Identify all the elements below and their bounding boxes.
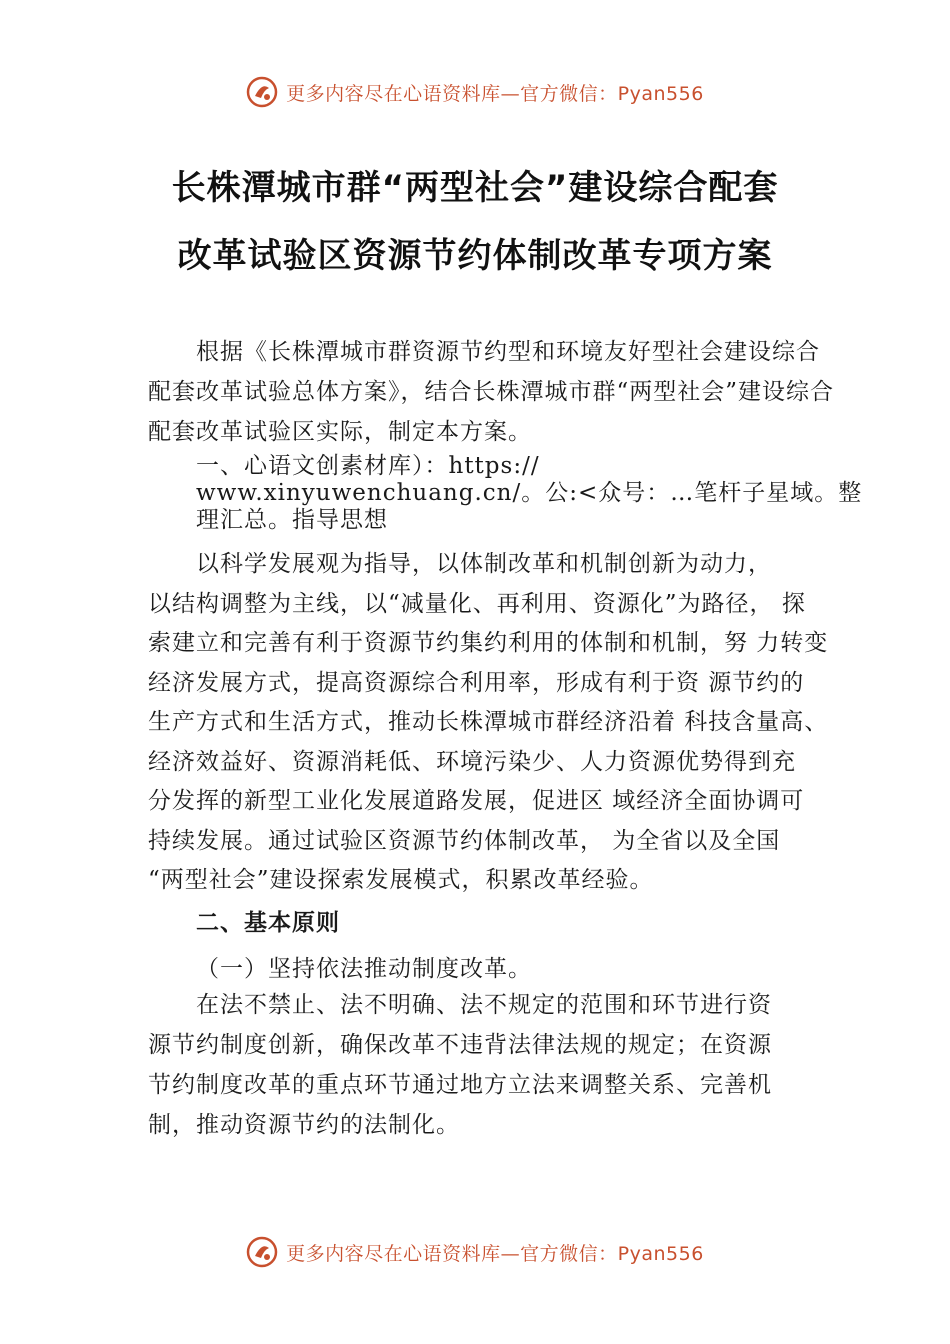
footer-banner [0,1232,950,1272]
section-1-line-3: 理汇总。指导思想 [196,507,388,533]
text-line: 生产方式和生活方式，推动长株潭城市群经济沿着 科技含量高、 [148,709,829,735]
section-1-line-2: www.xinyuwenchuang.cn/。公:<众号：…笔杆子星域。整 [196,480,863,506]
text-line: 源节约制度创新，确保改革不违背法律法规的规定；在资源 [148,1032,772,1058]
document-title-line-2: 改革试验区资源节约体制改革专项方案 [177,236,773,276]
text-line: 以科学发展观为指导，以体制改革和机制创新为动力， [196,551,772,577]
banner-text: 更多内容尽在心语资料库—官方微信：Pyan556 [286,82,704,105]
text-line: 索建立和完善有利于资源节约集约利用的体制和机制，努 力转变 [148,630,829,656]
text-line: 节约制度改革的重点环节通过地方立法来调整关系、完善机 [148,1072,772,1098]
intro-paragraph: 根据《长株潭城市群资源节约型和环境友好型社会建设综合配套改革试验总体方案》，结合长株潭城市群“两型社会”建设综合配套改革试验区实际，制定本方案。 [148,339,835,445]
text-line: 制，推动资源节约的法制化。 [148,1112,460,1138]
text-line: 持续发展。通过试验区资源节约体制改革， 为全省以及全国 [148,827,781,854]
text-line: “两型社会”建设探索发展模式，积累改革经验。 [148,867,654,893]
section-2-heading: 二、基本原则 [196,910,340,936]
document-title-line-1: 长株潭城市群“两型社会”建设综合配套 [171,168,779,208]
section-1-line-1: 一、心语文创素材库）：https:// [196,453,540,479]
seal-logo-icon [246,76,278,108]
guiding-thought-paragraph [148,545,848,901]
wechat-id: Pyan556 [617,82,704,105]
header-banner [0,72,950,112]
subsection-1-heading: （一）坚持依法推动制度改革。 [196,956,532,982]
text-line: 分发挥的新型工业化发展道路发展，促进区 域经济全面协调可 [148,788,805,814]
text-line: 在法不禁止、法不明确、法不规定的范围和环节进行资 [196,992,772,1018]
text-line: 以结构调整为主线，以“减量化、再利用、资源化”为路径， 探 [148,590,806,617]
wechat-id: Pyan556 [617,1242,704,1265]
text-line: 经济效益好、资源消耗低、环境污染少、人力资源优势得到充 [148,748,796,775]
section-1-heading [196,453,863,534]
text-line: 经济发展方式，提高资源综合利用率，形成有利于资 源节约的 [148,669,805,696]
seal-logo-icon [246,1236,278,1268]
banner-text: 更多内容尽在心语资料库—官方微信：Pyan556 [286,1242,704,1265]
principle-paragraph [148,985,848,1145]
